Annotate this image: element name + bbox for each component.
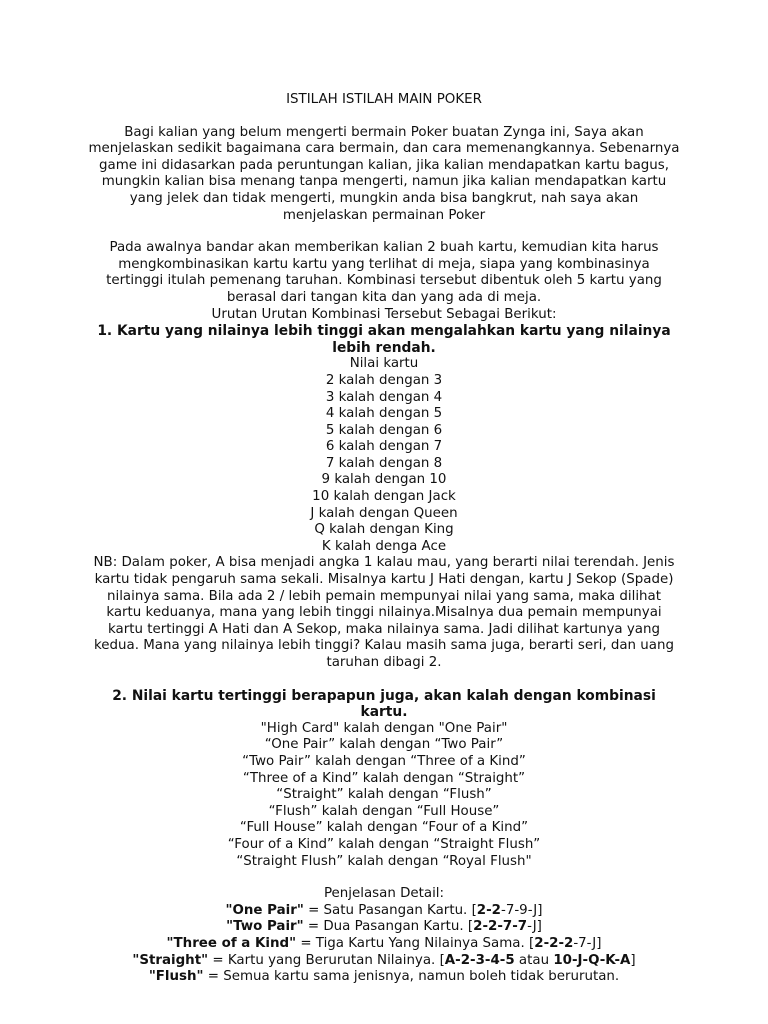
combo-item: “Two Pair” kalah dengan “Three of a Kind” <box>242 753 526 769</box>
document-title: ISTILAH ISTILAH MAIN POKER <box>286 92 482 107</box>
card-value-item: 2 kalah dengan 3 <box>325 372 443 388</box>
detail-desc: = Kartu yang Berurutan Nilainya. [ <box>208 952 445 968</box>
detail-three-kind <box>88 936 680 953</box>
combo-item: “Full House” kalah dengan “Four of a Kind” <box>239 820 529 836</box>
card-value-item: 3 kalah dengan 4 <box>325 389 443 405</box>
detail-term: "One Pair" <box>225 902 304 918</box>
nb-paragraph: NB: Dalam poker, A bisa menjadi angka 1 kalau mau, yang berarti nilai terendah. Jenis kartu tidak pengaruh sama sekali. Misalnya kartu J Hati dengan, kartu J Sekop (Spade) nilainya sama. Bila ada 2 / lebih pemain mempunyai nilai yang sama, maka dilihat kartu keduanya, mana yang lebih tinggi nilainya.Misalnya dua pemain mempunyai kartu tertinggi A Hati dan A Sekop, maka nilainya sama. Jadi dilihat kartunya yang kedua. Mana yang nilainya lebih tinggi? Kalau masih sama juga, berarti seri, dan uang taruhan dibagi 2. <box>93 555 675 670</box>
detail-two-pair <box>88 919 680 936</box>
card-value-item: 10 kalah dengan Jack <box>312 489 456 505</box>
document-page <box>88 92 680 986</box>
detail-rest: -7-J] <box>573 935 602 951</box>
combo-item: “Straight” kalah dengan “Flush” <box>276 787 492 803</box>
detail-straight <box>88 953 680 970</box>
detail-example: 10-J-Q-K-A <box>553 952 631 968</box>
combo-item: “Straight Flush” kalah dengan “Royal Flush" <box>236 853 532 869</box>
rules-paragraph: Pada awalnya bandar akan memberikan kalian 2 buah kartu, kemudian kita harus mengkombinasikan kartu kartu yang terlihat di meja, siapa yang kombinasinya tertinggi itulah pemenang taruhan. Kombinasi tersebut dibentuk oleh 5 kartu yang berasal dari tangan kita dan yang ada di meja. <box>106 240 662 305</box>
combo-item: “Three of a Kind” kalah dengan “Straight” <box>242 770 526 786</box>
detail-desc: = Semua kartu sama jenisnya, namun boleh tidak berurutan. <box>203 969 620 985</box>
detail-term: "Three of a Kind" <box>166 935 297 951</box>
detail-example: 2-2-2 <box>534 935 574 951</box>
section2-heading: 2. Nilai kartu tertinggi berapapun juga, akan kalah dengan kombinasi kartu. <box>112 687 656 721</box>
combo-item: "High Card" kalah dengan "One Pair" <box>260 720 508 736</box>
card-value-item: 9 kalah dengan 10 <box>321 472 447 488</box>
card-value-item: 6 kalah dengan 7 <box>325 439 443 455</box>
detail-term: "Straight" <box>132 952 209 968</box>
spacer <box>88 672 680 688</box>
card-value-item: 5 kalah dengan 6 <box>325 422 443 438</box>
detail-desc: = Dua Pasangan Kartu. [ <box>303 919 474 935</box>
detail-rest: -J] <box>527 919 542 935</box>
detail-list <box>88 903 680 986</box>
card-value-item: K kalah denga Ace <box>321 538 447 554</box>
detail-mid: atau <box>514 952 554 968</box>
section1-subtitle: Nilai kartu <box>349 356 419 372</box>
detail-rest: -7-9-J] <box>501 902 543 918</box>
detail-title: Penjelasan Detail: <box>323 886 445 902</box>
card-value-item: J kalah dengan Queen <box>310 505 458 521</box>
combo-item: “Flush” kalah dengan “Full House” <box>268 803 500 819</box>
card-value-item: 7 kalah dengan 8 <box>325 455 443 471</box>
combo-list <box>88 721 680 870</box>
detail-flush <box>88 969 680 986</box>
detail-one-pair <box>88 903 680 920</box>
detail-example: 2-2 <box>476 902 501 918</box>
detail-desc: = Tiga Kartu Yang Nilainya Sama. [ <box>296 935 535 951</box>
card-value-list <box>88 373 680 556</box>
order-intro: Urutan Urutan Kombinasi Tersebut Sebagai Berikut: <box>211 306 557 322</box>
intro-paragraph: Bagi kalian yang belum mengerti bermain Poker buatan Zynga ini, Saya akan menjelaskan sedikit bagaimana cara bermain, dan cara memenangkannya. Sebenarnya game ini didasarkan pada peruntungan kalian, jika kalian mendapatkan kartu bagus, mungkin kalian bisa menang tanpa mengerti, namun jika kalian mendapatkan kartu yang jelek dan tidak mengerti, mungkin anda bisa bangkrut, nah saya akan menjelaskan permainan Poker <box>88 124 680 223</box>
spacer <box>88 870 680 886</box>
detail-term: "Two Pair" <box>226 919 304 935</box>
combo-item: “Four of a Kind” kalah dengan “Straight Flush” <box>227 836 541 852</box>
detail-example: A-2-3-4-5 <box>444 952 515 968</box>
detail-term: "Flush" <box>148 969 204 985</box>
detail-rest: ] <box>630 952 636 968</box>
card-value-item: Q kalah dengan King <box>314 522 454 538</box>
detail-desc: = Satu Pasangan Kartu. [ <box>303 902 477 918</box>
card-value-item: 4 kalah dengan 5 <box>325 406 443 422</box>
detail-example: 2-2-7-7 <box>473 919 528 935</box>
combo-item: “One Pair” kalah dengan “Two Pair” <box>264 737 504 753</box>
section1-heading: 1. Kartu yang nilainya lebih tinggi akan mengalahkan kartu yang nilainya lebih rendah. <box>97 323 671 356</box>
